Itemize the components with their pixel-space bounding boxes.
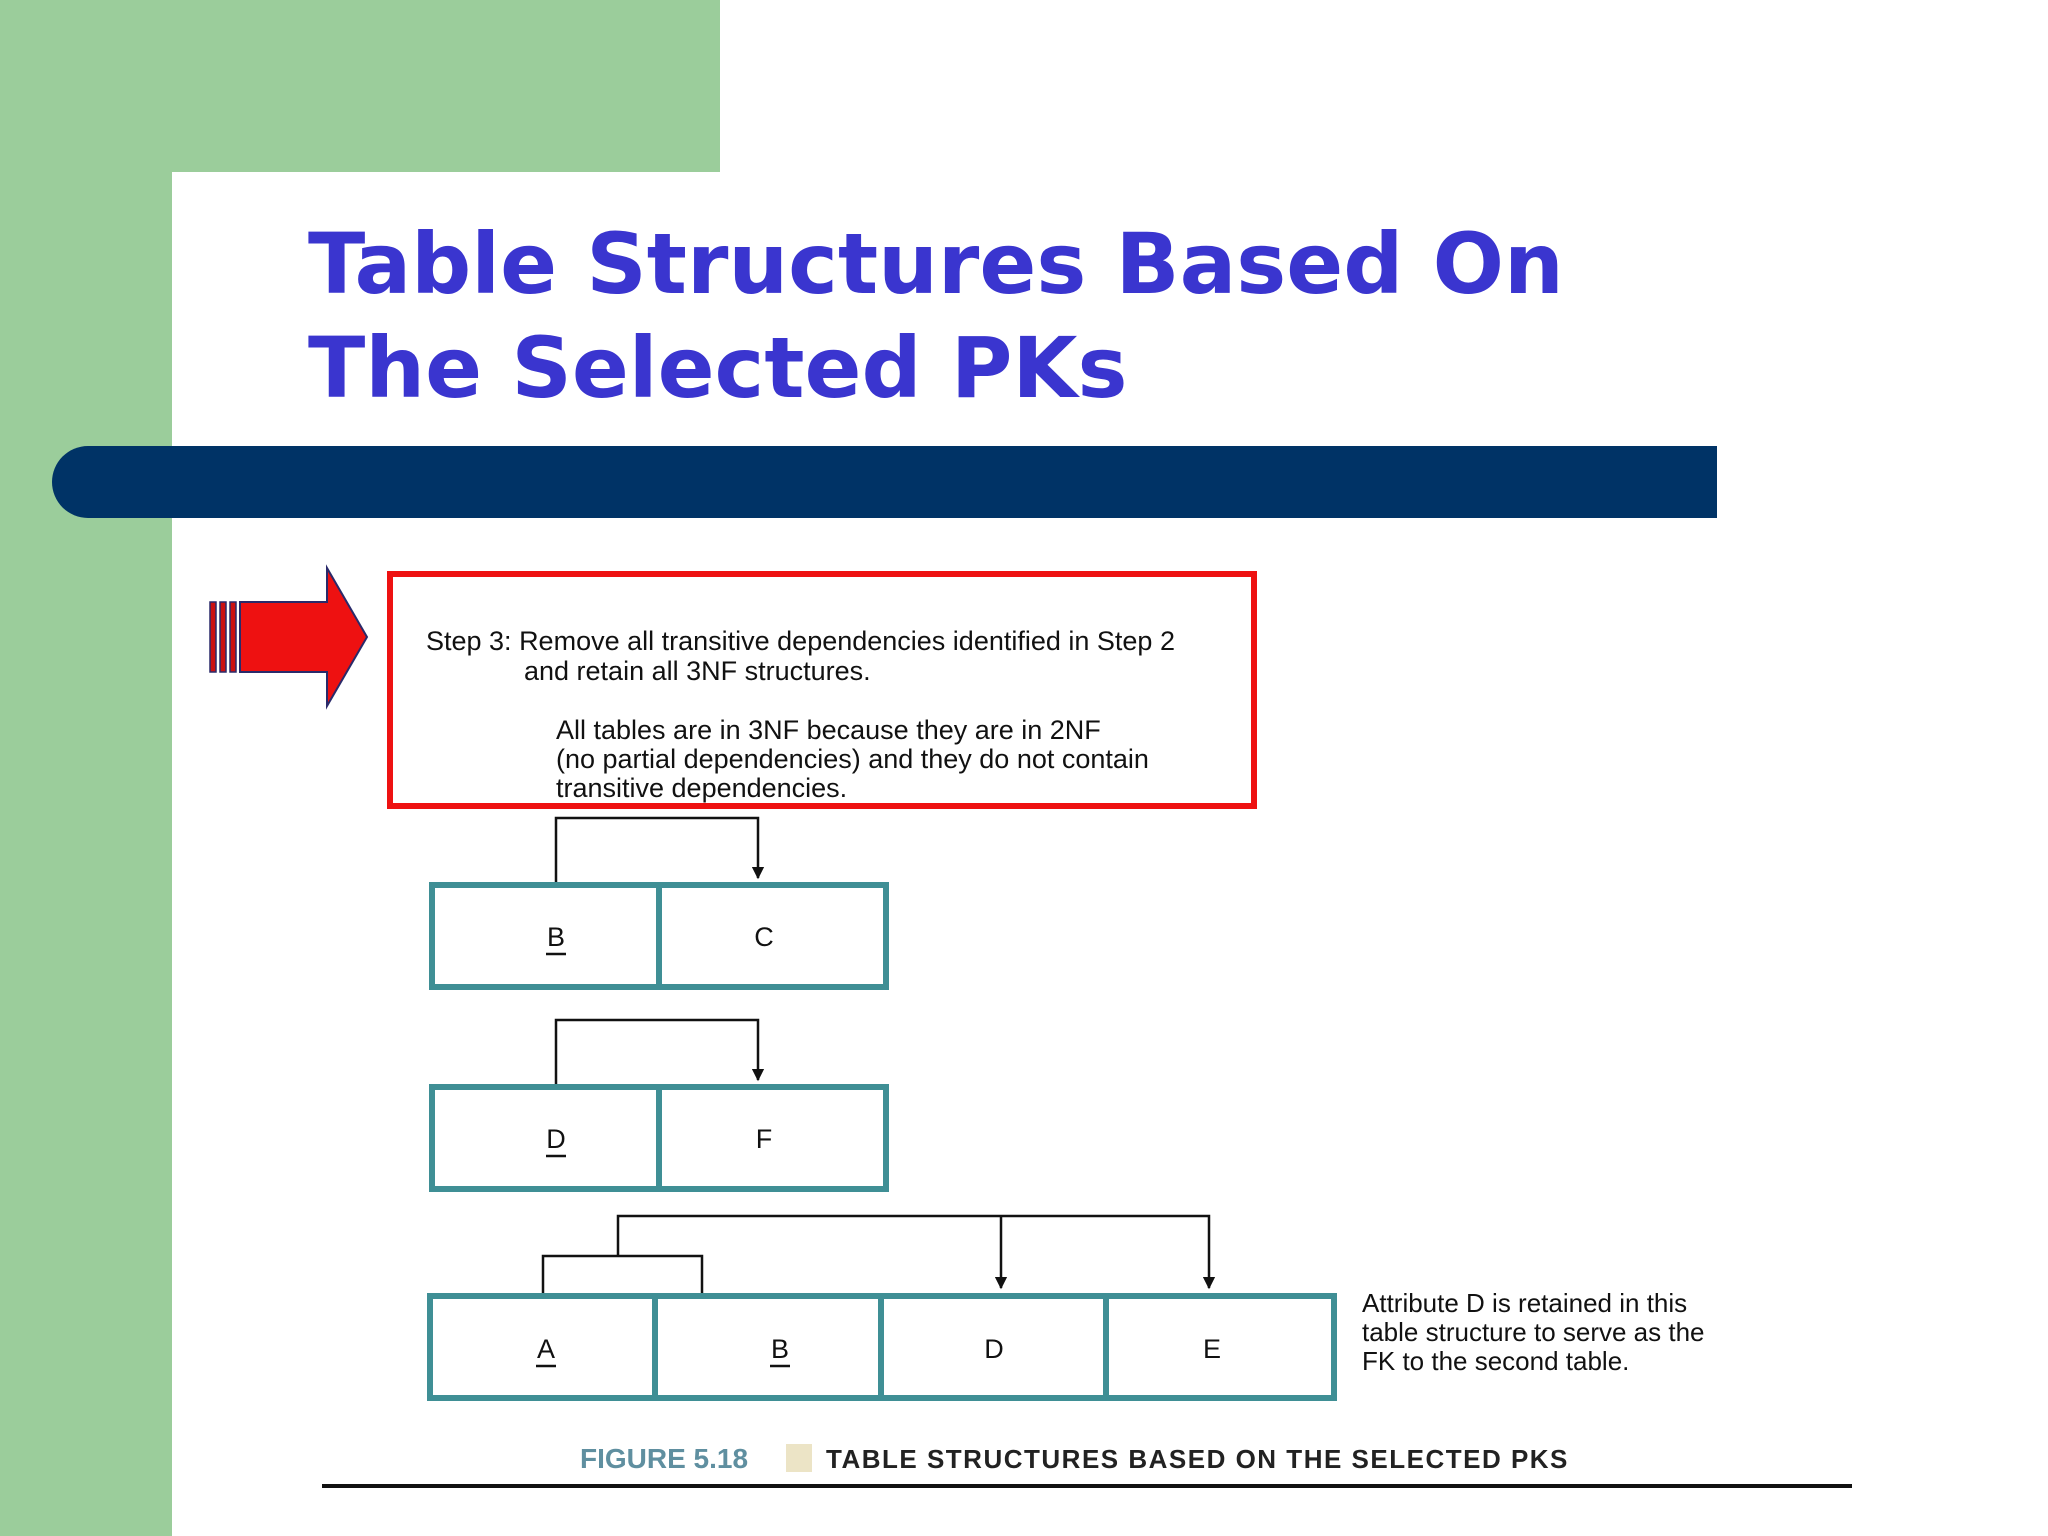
table-cell: E	[1202, 1334, 1222, 1364]
figure-label: FIGURE 5.18	[580, 1443, 749, 1474]
table-a-b-d-e	[430, 1216, 1334, 1398]
step-note-line-1: All tables are in 3NF because they are in 2NF	[556, 715, 1101, 745]
red-arrow-icon	[210, 568, 367, 706]
figure-caption: TABLE STRUCTURES BASED ON THE SELECTED PKS	[826, 1444, 1569, 1474]
dependency-arrow-ab-e	[618, 1216, 1209, 1288]
composite-key-bracket	[543, 1256, 702, 1295]
side-note-line-1: Attribute D is retained in this	[1362, 1288, 1688, 1318]
side-note-line-3: FK to the second table.	[1362, 1346, 1630, 1376]
step-text-line-2: and retain all 3NF structures.	[524, 656, 871, 686]
caption-marker	[786, 1444, 812, 1472]
table-cell: D	[984, 1334, 1004, 1364]
step-text-line-1: Step 3: Remove all transitive dependencies identified in Step 2	[426, 626, 1175, 656]
title-line-2: The Selected PKs	[308, 319, 1128, 417]
title-line-1: Table Structures Based On	[308, 215, 1564, 313]
step-note-line-3: transitive dependencies.	[556, 773, 848, 803]
table-cell-key: B	[546, 922, 566, 952]
table-d-f	[432, 1020, 886, 1189]
dependency-arrow-d-f	[556, 1020, 758, 1086]
side-note-line-2: table structure to serve as the	[1362, 1317, 1705, 1347]
table-cell-key: B	[770, 1334, 790, 1364]
step-note-line-2: (no partial dependencies) and they do not contain	[556, 744, 1149, 774]
table-b-c	[432, 818, 886, 987]
table-cell-key: A	[536, 1334, 556, 1364]
dependency-arrow-b-c	[556, 818, 758, 884]
table-cell: F	[755, 1124, 773, 1154]
table-cell: C	[754, 922, 774, 952]
table-cell-key: D	[546, 1124, 566, 1154]
